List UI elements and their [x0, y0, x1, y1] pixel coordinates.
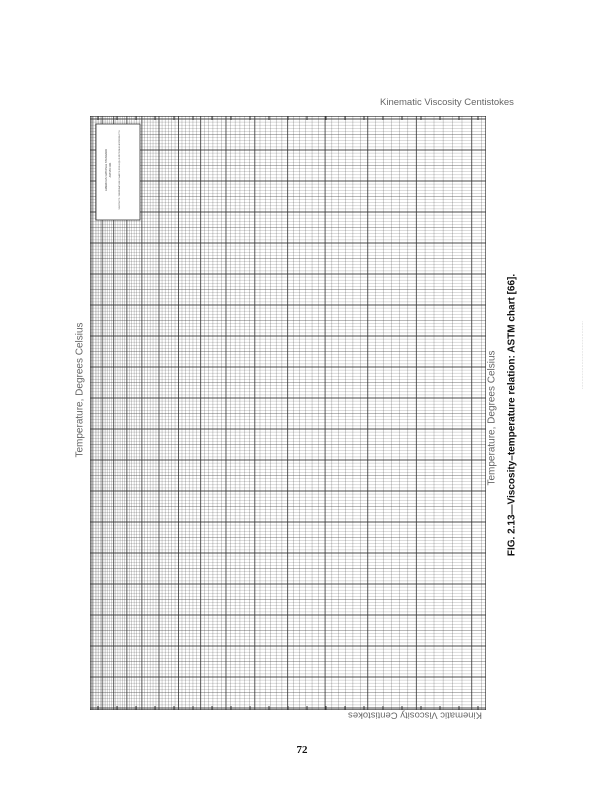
figure-caption: FIG. 2.13—Viscosity–temperature relation: ASTM chart [66]. — [506, 273, 518, 557]
inset-box-text: VISCOSITY–TEMPERATURE CHARTS FOR LIQUID PETROLEUM PRODUCTS — [119, 130, 121, 210]
viscosity-axis-label-bottom: Kinematic Viscosity Centistokes — [348, 709, 482, 721]
inset-box-designation: ASTM D 341 — [109, 162, 112, 178]
temperature-axis-label-right: Temperature, Degrees Celsius — [486, 350, 498, 486]
viscosity-axis-label-top: Kinematic Viscosity Centistokes — [380, 97, 514, 108]
page-number: 72 — [296, 744, 308, 756]
astm-viscosity-grid — [90, 116, 486, 710]
inset-box-title: AMERICAN NATIONAL STANDARD — [105, 149, 108, 191]
side-watermark: ............................................ — [578, 320, 584, 390]
temperature-axis-label-left: Temperature, Degrees Celsius — [74, 322, 86, 458]
inset-box-bg — [96, 124, 140, 220]
